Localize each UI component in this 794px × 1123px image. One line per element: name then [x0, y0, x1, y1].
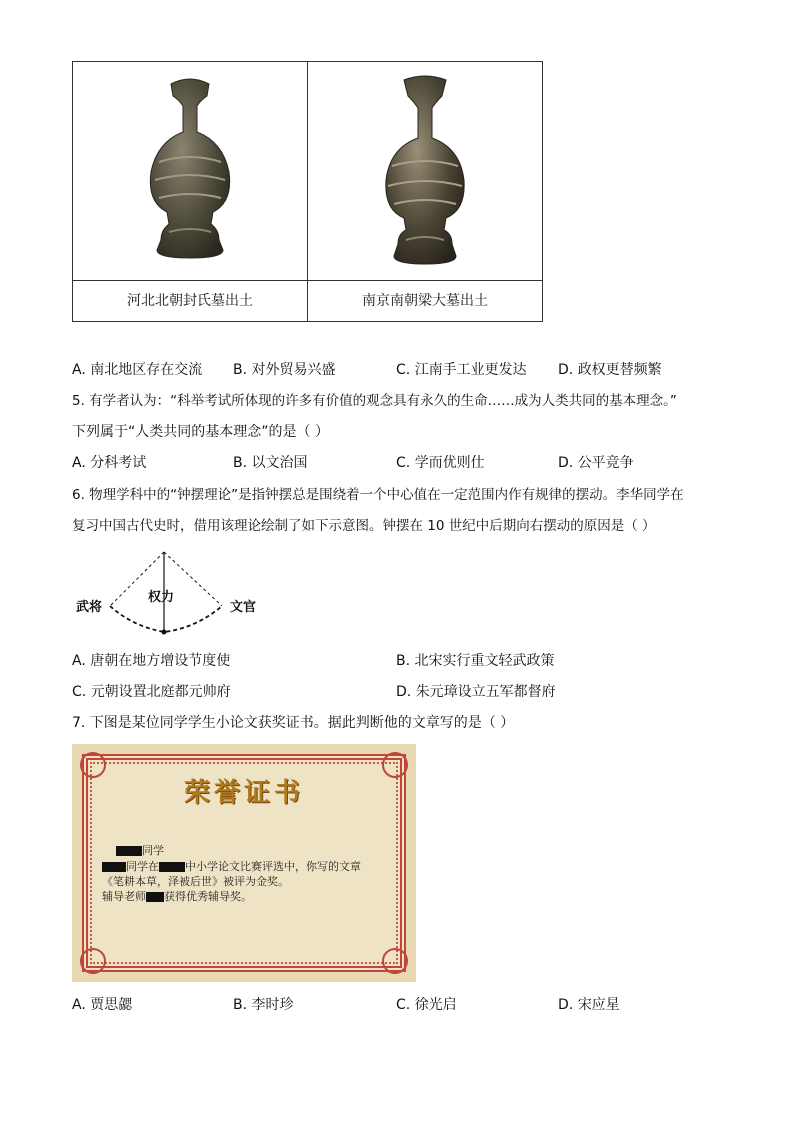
option-label: D.: [396, 684, 412, 700]
redaction-bar: [159, 862, 185, 872]
option-label: A.: [72, 653, 86, 669]
vase-table: [72, 61, 543, 322]
corner-ornament: [382, 948, 408, 974]
vase-caption-left: 河北北朝封氏墓出土: [127, 293, 253, 309]
q7-option-d[interactable]: [558, 995, 620, 1015]
certificate-text: 同学: [142, 844, 164, 857]
certificate-line3: 《笔耕本草，泽被后世》被评为金奖。: [102, 875, 289, 888]
option-label: B.: [396, 653, 411, 669]
q4-option-d[interactable]: [558, 360, 662, 380]
option-text: 公平竞争: [577, 455, 634, 471]
q5-option-b[interactable]: [233, 453, 308, 473]
option-text: 学而优则仕: [414, 455, 485, 471]
option-text: 元朝设置北庭都元帅府: [90, 684, 231, 700]
corner-ornament: [80, 948, 106, 974]
q6-option-c[interactable]: [72, 682, 231, 702]
option-text: 以文治国: [251, 455, 308, 471]
q6-option-a[interactable]: [72, 651, 230, 671]
q7-option-c[interactable]: [396, 995, 457, 1015]
option-label: C.: [396, 455, 411, 471]
q6-option-b[interactable]: [396, 651, 555, 671]
option-label: C.: [396, 997, 411, 1013]
q5-option-c[interactable]: [396, 453, 485, 473]
q6-option-d[interactable]: [396, 682, 556, 702]
vase-left-drawing: [73, 62, 307, 280]
q6-stem-line2: 复习中国古代史时，借用该理论绘制了如下示意图。钟摆在 10 世纪中后期向右摆动的原因是（ ）: [72, 518, 656, 534]
certificate-line4: [102, 888, 252, 904]
certificate-line2: [102, 858, 361, 874]
award-certificate: [72, 744, 416, 982]
certificate-text: 同学在: [126, 860, 159, 873]
option-label: D.: [558, 362, 574, 378]
option-label: A.: [72, 455, 86, 471]
q4-option-b[interactable]: [233, 360, 336, 380]
option-text: 李时珍: [251, 997, 294, 1013]
option-text: 宋应星: [577, 997, 620, 1013]
option-text: 政权更替频繁: [577, 362, 662, 378]
diagram-label-right: 文官: [230, 600, 257, 615]
option-text: 北宋实行重文轻武政策: [414, 653, 555, 669]
q4-option-c[interactable]: [396, 360, 527, 380]
option-label: C.: [396, 362, 411, 378]
q7-option-a[interactable]: [72, 995, 132, 1015]
redaction-bar: [102, 862, 126, 872]
option-text: 徐光启: [414, 997, 457, 1013]
option-text: 江南手工业更发达: [414, 362, 527, 378]
vase-image-right: [308, 62, 542, 280]
option-text: 唐朝在地方增设节度使: [90, 653, 231, 669]
vase-caption-right: 南京南朝梁大墓出土: [362, 293, 488, 309]
option-label: A.: [72, 997, 86, 1013]
option-label: D.: [558, 997, 574, 1013]
redaction-bar: [146, 892, 164, 902]
option-text: 对外贸易兴盛: [251, 362, 336, 378]
q5-stem-line1: 5. 有学者认为：“科举考试所体现的许多有价值的观念具有永久的生命……成为人类共同的基本理念。”: [72, 393, 677, 409]
certificate-line1: [116, 842, 164, 858]
option-text: 贾思勰: [90, 997, 133, 1013]
q5-option-a[interactable]: [72, 453, 146, 473]
option-label: B.: [233, 362, 248, 378]
certificate-text: 中小学论文比赛评选中，你写的文章: [185, 860, 361, 873]
redaction-bar: [116, 846, 142, 856]
q4-option-a[interactable]: [72, 360, 202, 380]
q5-option-d[interactable]: [558, 453, 634, 473]
q7-stem: 7. 下图是某位同学学生小论文获奖证书。据此判断他的文章写的是（ ）: [72, 715, 515, 731]
pendulum-diagram: [72, 548, 272, 643]
option-text: 南北地区存在交流: [90, 362, 203, 378]
option-label: A.: [72, 362, 86, 378]
option-label: B.: [233, 455, 248, 471]
option-text: 朱元璋设立五军都督府: [415, 684, 556, 700]
option-text: 分科考试: [90, 455, 147, 471]
vase-right-drawing: [308, 62, 542, 280]
q7-option-b[interactable]: [233, 995, 294, 1015]
vase-image-left: [73, 62, 307, 280]
certificate-text: 辅导老师: [102, 890, 146, 903]
q5-stem-line2: 下列属于“人类共同的基本理念”的是（ ）: [72, 424, 329, 440]
certificate-text: 获得优秀辅导奖。: [164, 890, 252, 903]
diagram-label-left: 武将: [76, 600, 103, 615]
option-label: C.: [72, 684, 87, 700]
diagram-label-center: 权力: [148, 590, 175, 605]
option-label: B.: [233, 997, 248, 1013]
option-label: D.: [558, 455, 574, 471]
certificate-title: 荣誉证书: [183, 778, 304, 808]
q6-stem-line1: 6. 物理学科中的“钟摆理论”是指钟摆总是围绕着一个中心值在一定范围内作有规律的摆动。李华同学在: [72, 487, 684, 503]
